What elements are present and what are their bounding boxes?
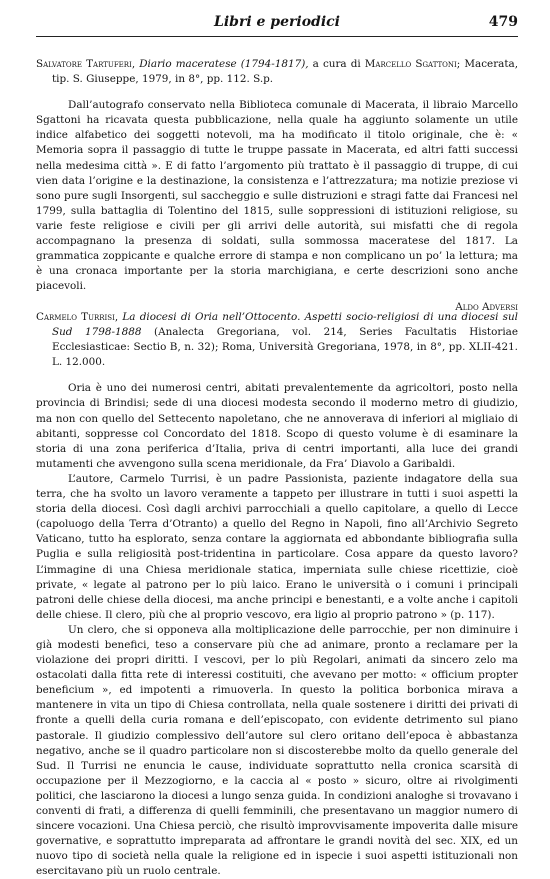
page-number: 479: [488, 14, 518, 30]
review-turrisi: [36, 310, 518, 879]
citation: [36, 310, 518, 370]
running-title: Libri e periodici: [214, 14, 340, 30]
citation-author: Salvatore Tartuferi,: [36, 58, 136, 70]
citation-title: La diocesi di Oria nell’Ottocento. Aspetti socio-religiosi di una diocesi sul Sud 1798-1888: [52, 311, 518, 339]
citation-editor: Marcello Sgattoni;: [364, 58, 461, 70]
review-tartuferi: [36, 57, 518, 316]
review-paragraph: Dall’autografo conservato nella Biblioteca comunale di Macerata, il libraio Marcello Sgattoni ha ricavata questa pubblicazione, nella quale ha aggiunto solamente un utile indice alfabetico dei soggetti notevoli, ma ha modificato il titolo originale, che è: « Memoria sopra il passaggio di tutte le truppe passate in Macerata, ed altri fatti successi nella medesima città ». E di fatto l’argomento più trattato è il passaggio di truppe, di cui vien data l’origine e la destinazione, la consistenza e l’attrezzatura; ma notizie preziose vi sono pure sugli Insorgenti, sul saccheggio e sulle distruzioni e stragi fatte dai Francesi nel 1799, sulla battaglia di Tolentino del 1815, sulle soppressioni di istituzioni religiose, su varie feste religiose e civili per gli arrivi delle autorità, sui misfatti che di regola accompagnano la presenza di soldati, sulla sommossa maceratese del 1817. La grammatica zoppicante e qualche errore di stampa e non complicano un po’ la lettura; ma è una cronaca importante per la storia marchigiana, e certe descrizioni sono anche piacevoli.: [36, 99, 518, 293]
reviewer-signature: Aldo Adversi: [455, 301, 518, 314]
citation-author: Carmelo Turrisi,: [36, 311, 119, 323]
citation-editor-prefix: a cura di: [312, 58, 361, 70]
review-paragraph: Un clero, che si opponeva alla moltiplicazione delle parrocchie, per non diminuire i già modesti benefici, teso a conservare più che ad animare, pronto a reclamare per la violazione dei propri diritti. I vescovi, per lo più Regolari, animati da sincero zelo ma ostacolati dalla fitta rete di interessi costituiti, che avevano per motto: « officium propter beneficium », ed impotenti a rimuoverla. In questo la politica borbonica mirava a mantenere in vita un tipo di Chiesa controllata, nella quale sostenere i diritti dei privati di fronte a quelli della curia romana e dell’episcopato, con evidente detrimento sul piano pastorale. Il giudizio complessivo dell’autore sul clero oritano dell’epoca è abbastanza negativo, anche se il quadro particolare non si discosterebbe molto da quello generale del Sud. Il Turrisi ne enuncia le cause, individuate soprattutto nella cronica scarsità di occupazione per il Mezzogiorno, e la caccia al « posto » sicuro, oltre ai rivolgimenti politici, che lasciarono la diocesi a lungo senza guida. In condizioni analoghe si trovavano i conventi di frati, a differenza di quelli femminili, che presentavano un maggior numero di sincere vocazioni. Una Chiesa perciò, che risultò improvvisamente impoverita dalle misure governative, e soprattutto impreparata ad affrontare le grandi novità del sec. XIX, ed un nuovo tipo di società nella quale la religione ed in ispecie i suoi aspetti istituzionali non esercitavano più un ruolo centrale.: [36, 623, 518, 878]
citation: [36, 57, 518, 87]
review-paragraph: Oria è uno dei numerosi centri, abitati prevalentemente da agricoltori, posto nella provincia di Brindisi; sede di una diocesi modesta secondo il moderno metro di giudizio, ma non con quello del Settecento napoletano, che ne annoverava di inferiori al migliaio di abitanti, soppresse col Concordato del 1818. Scopo di questo volume è di esaminare la storia di una zona periferica d’Italia, priva di centri importanti, alla luce dei grandi mutamenti che avvengono sulla scena meridionale, da Fra’ Diavolo a Garibaldi.: [36, 382, 518, 470]
citation-publication: (Analecta Gregoriana, vol. 214, Series Facultatis Historiae Ecclesiasticae: Sectio B, n. 32); Roma, Università Gregoriana, 1978, in 8°, pp. XLII-421. L. 12.000.: [52, 326, 518, 369]
running-header: [36, 14, 518, 37]
citation-publication: Macerata, tip. S. Giuseppe, 1979, in 8°, pp. 112. S.p.: [52, 58, 519, 86]
review-paragraph: L’autore, Carmelo Turrisi, è un padre Passionista, paziente indagatore della sua terra, che ha svolto un lavoro veramente a tappeto per illustrare in tutti i suoi aspetti la storia della diocesi. Così dagli archivi parrocchiali a quello capitolare, a quello di Lecce (capoluogo della Terra d’Otranto) a quello del Regno in Napoli, fino all’Archivio Segreto Vaticano, tutto ha esplorato, senza contare la aggiornata ed abbondante bibliografia sulla Puglia e sulla religiosità post-tridentina in particolare. Cosa appare da questo lavoro? L’immagine di una Chiesa meridionale statica, imperniata sulle chiese ricettizie, cioè private, « legate al patrono per lo più laico. Erano le università o i comuni i principali patroni delle chiese della diocesi, ma anche principi e benestanti, e a volte anche i capitoli delle chiese. Il clero, più che al proprio vescovo, era ligio al proprio patrono » (p. 117).: [36, 472, 518, 621]
citation-title: Diario maceratese (1794-1817),: [139, 58, 309, 70]
